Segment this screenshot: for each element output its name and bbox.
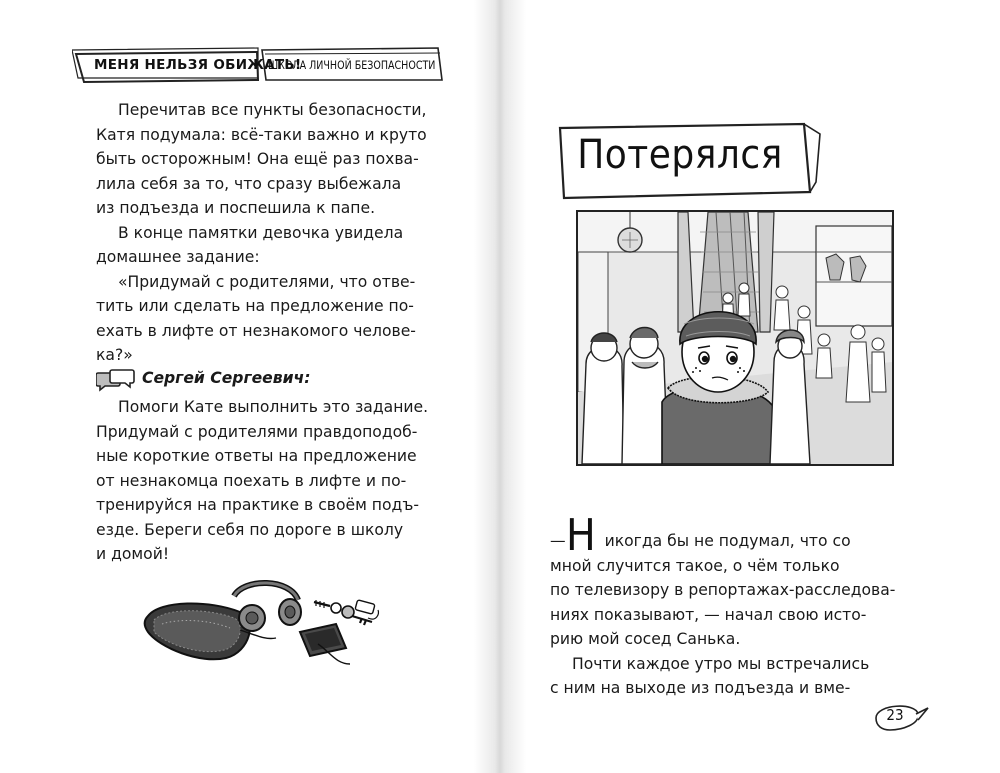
text-line: лила себя за то, что сразу выбежала [96,174,402,193]
text-line: Почти каждое утро мы встречались [572,654,870,673]
text-line: и домой! [96,545,170,563]
text-line: Катя подумала: всё-таки важно и круто [96,125,427,144]
first-line-rest: икогда бы не подумал, что со [604,532,851,550]
drop-cap: Н [566,510,596,561]
running-header [72,40,444,84]
right-paragraph-2 [550,652,869,701]
text-line: ехать в лифте от незнакомого челове- [96,321,416,340]
text-line: быть осторожным! Она ещё раз похва- [96,150,419,168]
text-line: езде. Береги себя по дороге в школу [96,520,404,539]
page-number-badge [872,700,932,736]
left-paragraph-4 [96,395,428,567]
speech-bubbles-icon [96,369,136,393]
chapter-title-box [558,122,824,202]
chapter-title: Потерялся [577,132,783,178]
text-line: по телевизору в репортажах-расследова- [550,581,896,599]
text-line: ка?» [96,346,133,364]
text-line: Перечитав все пункты безопасности, [118,101,427,119]
belongings-illustration [140,578,390,670]
keys-icon [314,600,379,625]
speaker-heading [96,369,311,393]
page-number: 23 [886,706,904,724]
text-line: от незнакомца поехать в лифте и по- [96,471,407,490]
chapter-illustration [576,210,894,466]
phone-icon [300,624,350,664]
text-line: рию мой сосед Санька. [550,630,741,648]
text-line: домашнее задание: [96,248,260,266]
text-line: из подъезда и поспешила к папе. [96,199,376,217]
text-line: с ним на выходе из подъезда и вме- [550,679,851,697]
headphones-icon [234,583,301,631]
header-book-title: МЕНЯ НЕЛЬЗЯ ОБИЖАТЬ! [94,57,302,73]
book-gutter [474,0,526,773]
header-series-title: ШКОЛА ЛИЧНОЙ БЕЗОПАСНОСТИ [268,58,436,72]
speaker-name: Сергей Сергеевич: [142,369,311,387]
right-paragraph-1 [550,554,895,652]
left-paragraph-3 [96,270,416,368]
text-line: мной случится такое, о чём только [550,556,840,575]
text-line: Помоги Кате выполнить это задание. [118,398,429,416]
text-line: ниях показывают, — начал свою исто- [550,605,867,624]
left-paragraph-1 [96,98,427,221]
lost-boy-scene [578,212,892,464]
text-line: Придумай с родителями правдоподоб- [96,422,418,441]
text-line: тренируйся на практике в своём подъ- [96,496,419,514]
text-line: ные короткие ответы на предложение [96,447,417,465]
dash: — [550,532,571,550]
text-line: «Придумай с родителями, что отве- [118,272,416,291]
text-line: тить или сделать на предложение по- [96,297,414,315]
text-line: В конце памятки девочка увидела [118,223,404,242]
left-paragraph-2 [96,221,403,270]
